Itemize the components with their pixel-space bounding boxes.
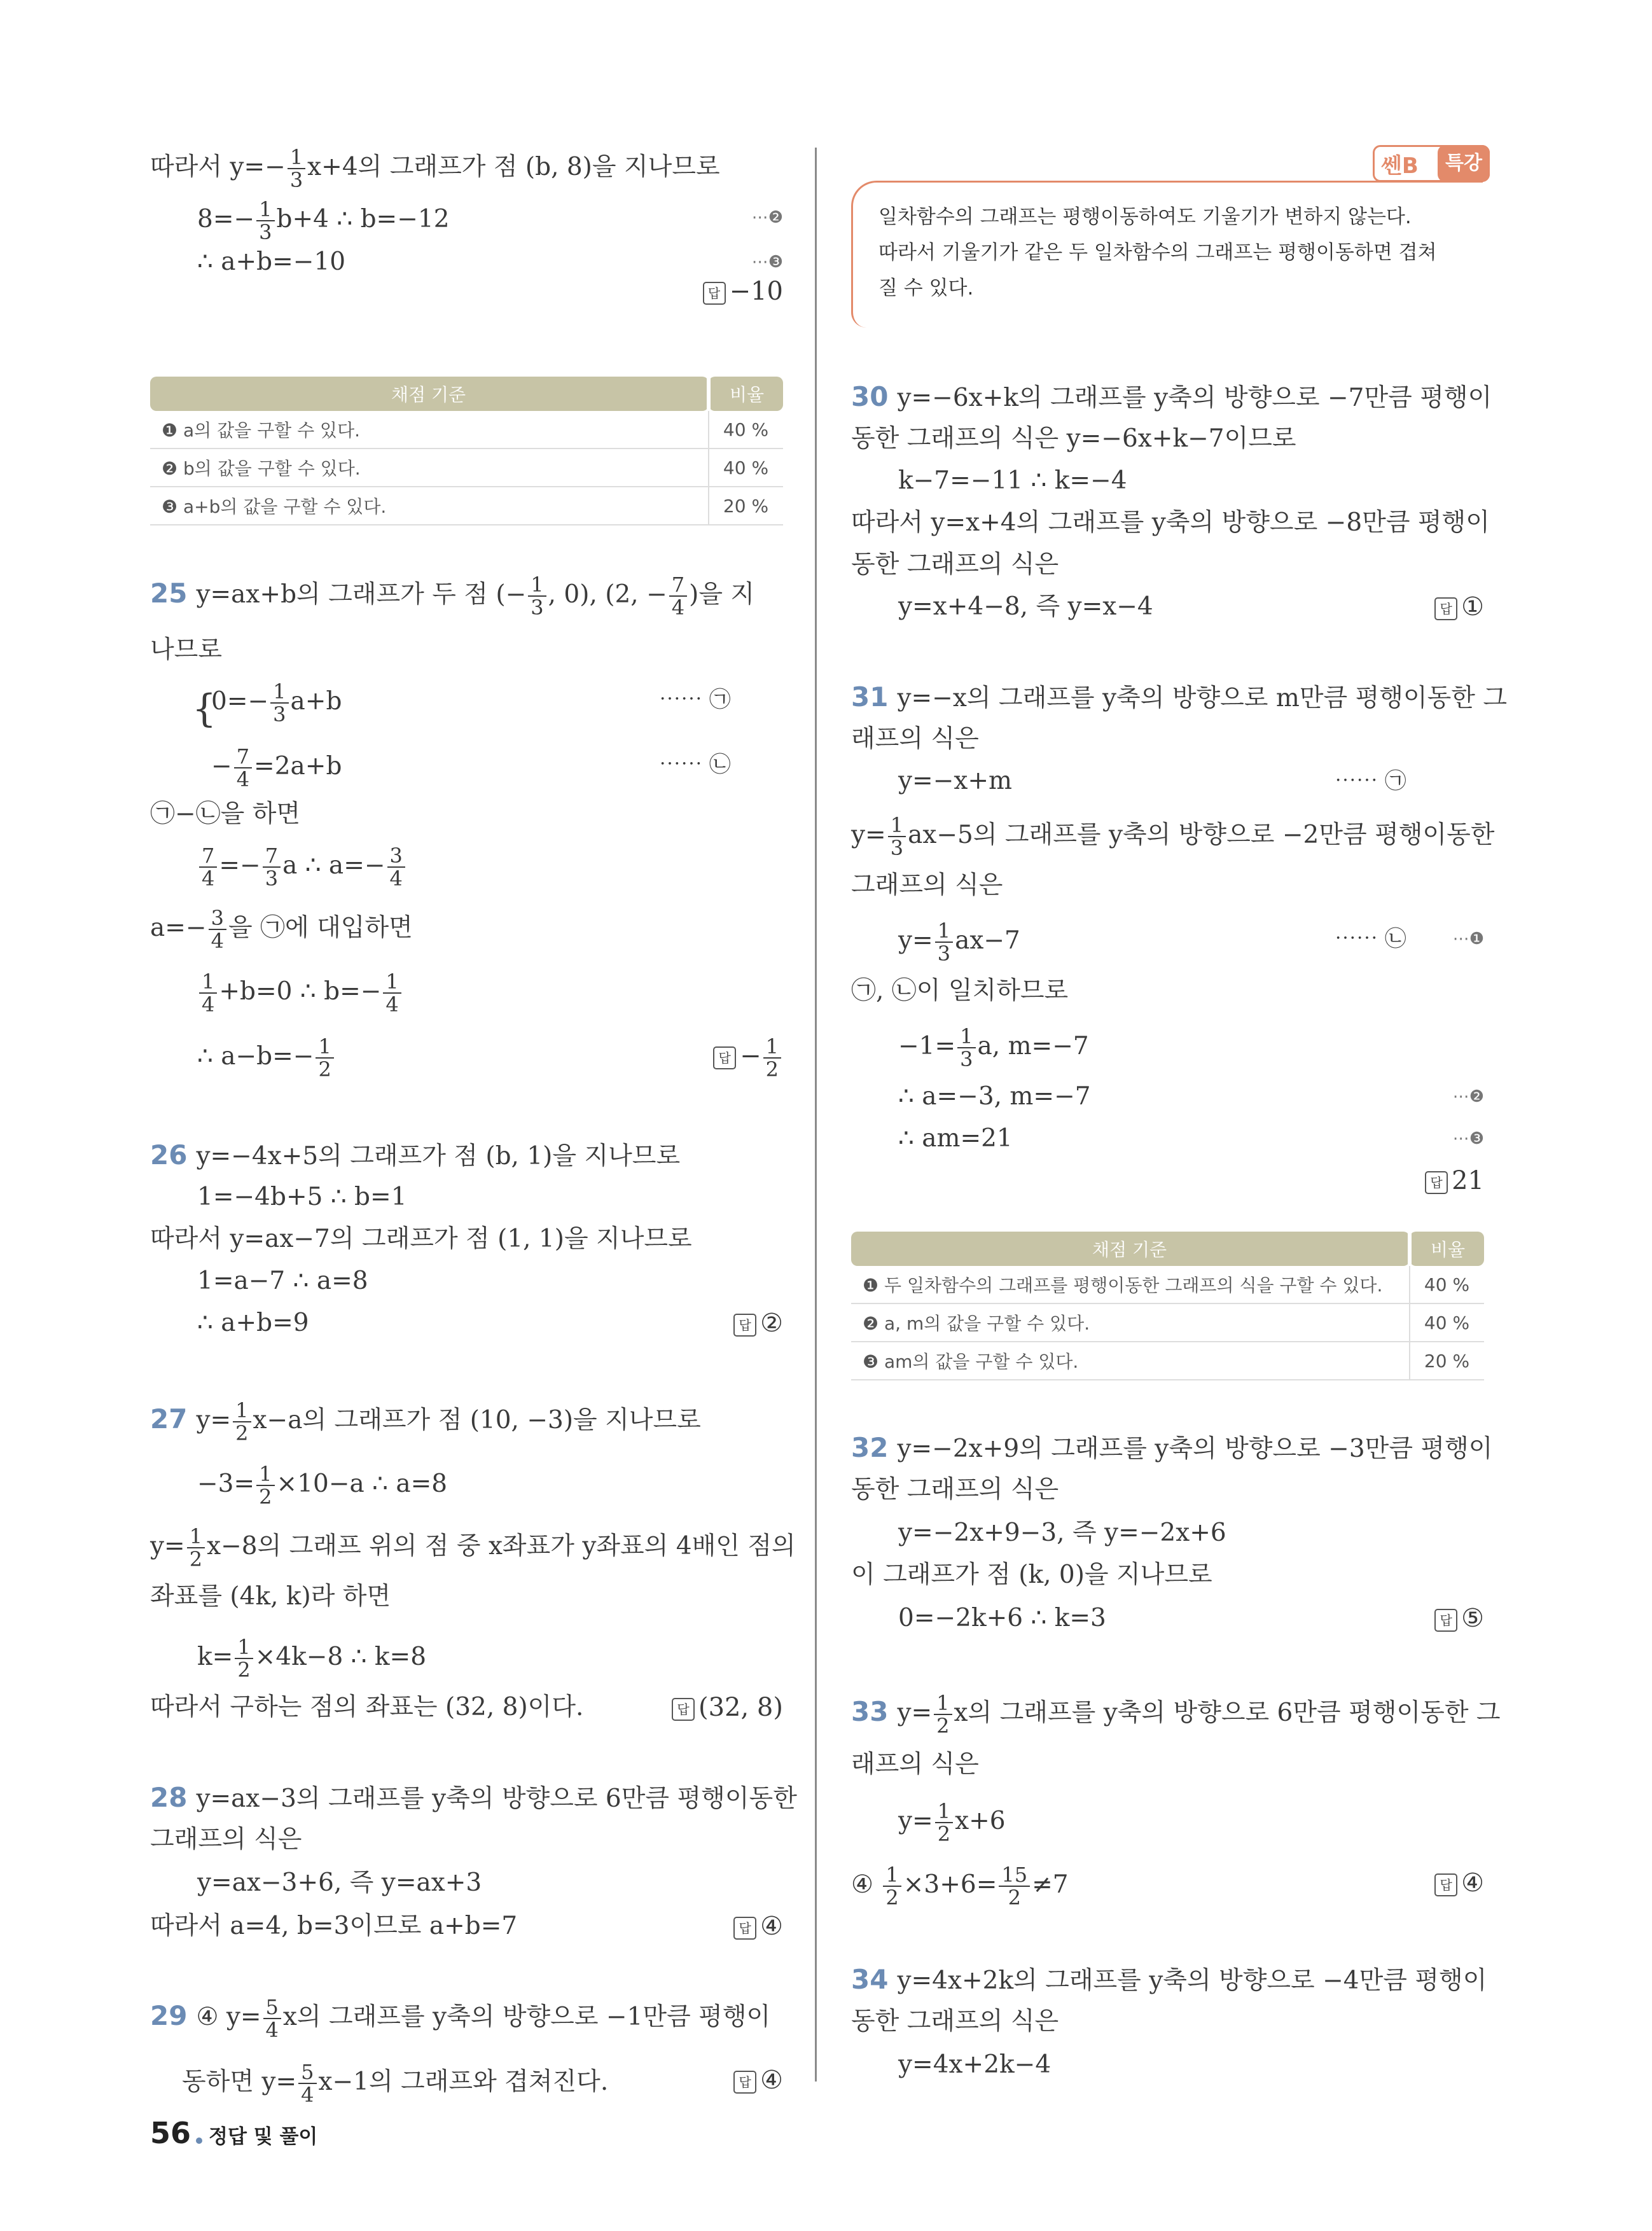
- ssen-b-badge: 쎈B 특강: [1373, 145, 1490, 182]
- answer-29: 답 ④: [733, 2061, 783, 2099]
- footer-dot: [196, 2137, 202, 2144]
- answer-30: 답 ①: [1434, 588, 1484, 626]
- answer-24: 답 −10: [703, 272, 783, 310]
- answer-28: 답 ④: [733, 1907, 783, 1945]
- answer-27: 답 (32, 8): [672, 1688, 783, 1727]
- tip-box: 일차함수의 그래프는 평행이동하여도 기울기가 변하지 않는다. 따라서 기울기가 같은 두 일차함수의 그래프는 평행이동하면 겹쳐 질 수 있다.: [851, 181, 1483, 328]
- page-number: 56: [150, 2116, 191, 2150]
- column-divider: [815, 148, 817, 2082]
- grading-table-31: 채점 기준 비율 ❶ 두 일차함수의 그래프를 평행이동한 그래프의 식을 구할 수 있다. 40 % ❷ a, m의 값을 구할 수 있다. 40 % ❸ am의 값을 구할 수 있다. 20 %: [851, 1232, 1484, 1380]
- section-title: 정답 및 풀이: [209, 2125, 318, 2148]
- page-footer: [150, 2116, 317, 2150]
- answer-31: 답 21: [1425, 1162, 1484, 1200]
- grading-table-24: 채점 기준 비율 ❶ a의 값을 구할 수 있다. 40 % ❷ b의 값을 구할 수 있다. 40 % ❸ a+b의 값을 구할 수 있다. 20 %: [150, 377, 783, 525]
- answer-33: 답 ④: [1434, 1864, 1484, 1902]
- answer-25: 답 − $\frac{1}{2}$: [713, 1036, 783, 1080]
- answer-32: 답 ⑤: [1434, 1599, 1484, 1637]
- answer-26: 답 ②: [733, 1304, 783, 1342]
